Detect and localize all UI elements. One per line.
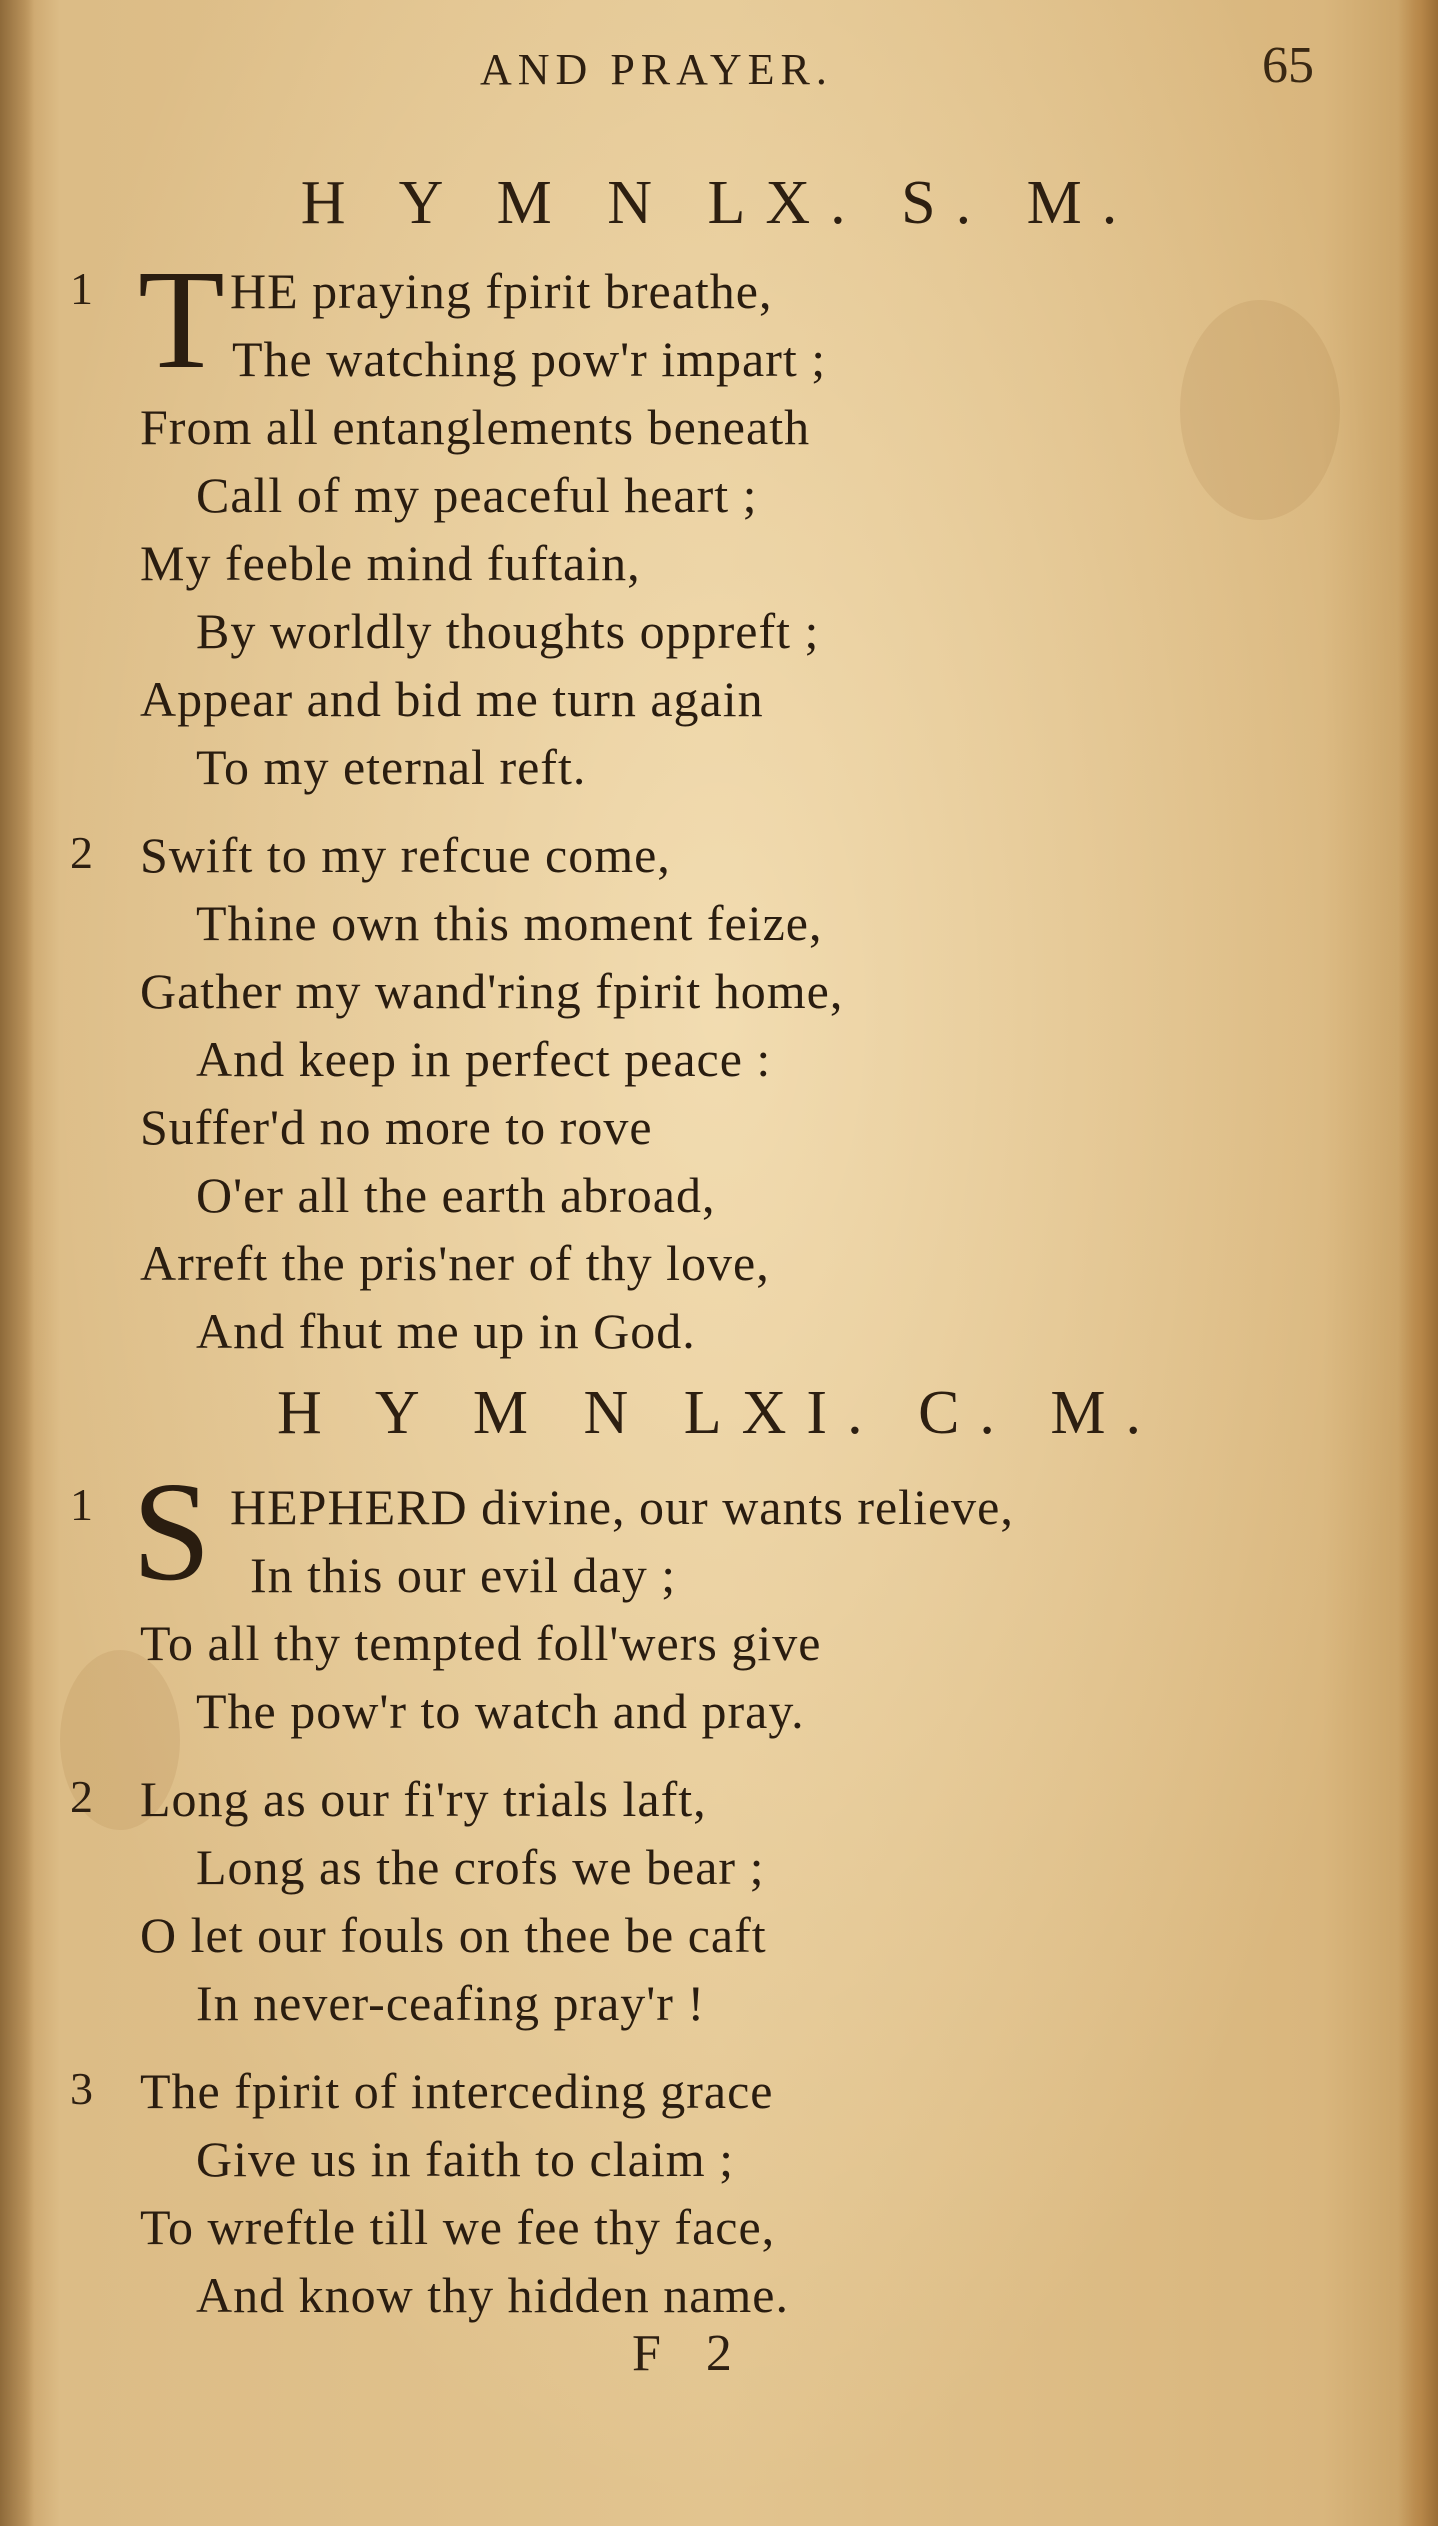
verse-line: O'er all the earth abroad,: [196, 1167, 716, 1223]
verse-line: Arreft the pris'ner of thy love,: [140, 1235, 770, 1291]
verse-line: HEPHERD divine, our wants relieve,: [230, 1479, 1014, 1535]
verse-line: To my eternal reft.: [196, 739, 587, 795]
paper-stain: [1180, 300, 1340, 520]
signature-mark: F 2: [632, 2325, 748, 2382]
verse-line: Long as the crofs we bear ;: [196, 1839, 765, 1895]
verse-line: To wreftle till we fee thy face,: [140, 2199, 776, 2255]
verse-line: To all thy tempted foll'wers give: [140, 1615, 822, 1671]
verse-line: And know thy hidden name.: [196, 2267, 789, 2323]
verse-number: 1: [70, 263, 93, 314]
page-number: 65: [1262, 37, 1314, 94]
verse-number: 2: [70, 827, 93, 878]
verse-line: Swift to my refcue come,: [140, 827, 671, 883]
verse-line: Appear and bid me turn again: [140, 671, 764, 727]
verse-line: From all entanglements beneath: [140, 399, 811, 455]
page-edge: [1398, 0, 1438, 2526]
verse-line: Long as our fi'ry trials laft,: [140, 1771, 707, 1827]
verse-line: The pow'r to watch and pray.: [196, 1683, 805, 1739]
verse-line: By worldly thoughts oppreft ;: [196, 603, 820, 659]
drop-cap: S: [132, 1452, 211, 1610]
verse-number: 1: [70, 1479, 93, 1530]
hymn-title: H Y M N LX. S. M.: [300, 169, 1138, 237]
verse-line: Gather my wand'ring fpirit home,: [140, 963, 844, 1019]
hymn-title: H Y M N LXI. C. M.: [276, 1379, 1162, 1447]
verse-line: In never-ceafing pray'r !: [196, 1975, 706, 2031]
running-head: AND PRAYER.: [480, 45, 833, 94]
verse-line: And fhut me up in God.: [196, 1303, 696, 1359]
verse-line: Suffer'd no more to rove: [140, 1099, 653, 1155]
verse-line: O let our fouls on thee be caft: [140, 1907, 767, 1963]
page-gutter: [0, 0, 34, 2526]
verse-line: HE praying fpirit breathe,: [230, 263, 773, 319]
verse-number: 3: [70, 2063, 93, 2114]
drop-cap: T: [138, 240, 225, 398]
verse-line: Thine own this moment feize,: [196, 895, 823, 951]
verse-line: And keep in perfect peace :: [196, 1031, 772, 1087]
verse-line: The fpirit of interceding grace: [140, 2063, 774, 2119]
verse-line: In this our evil day ;: [250, 1547, 677, 1603]
verse-number: 2: [70, 1771, 93, 1822]
verse-line: Call of my peaceful heart ;: [196, 467, 758, 523]
verse-line: The watching pow'r impart ;: [232, 331, 827, 387]
verse-line: My feeble mind fuftain,: [140, 535, 641, 591]
verse-line: Give us in faith to claim ;: [196, 2131, 735, 2187]
